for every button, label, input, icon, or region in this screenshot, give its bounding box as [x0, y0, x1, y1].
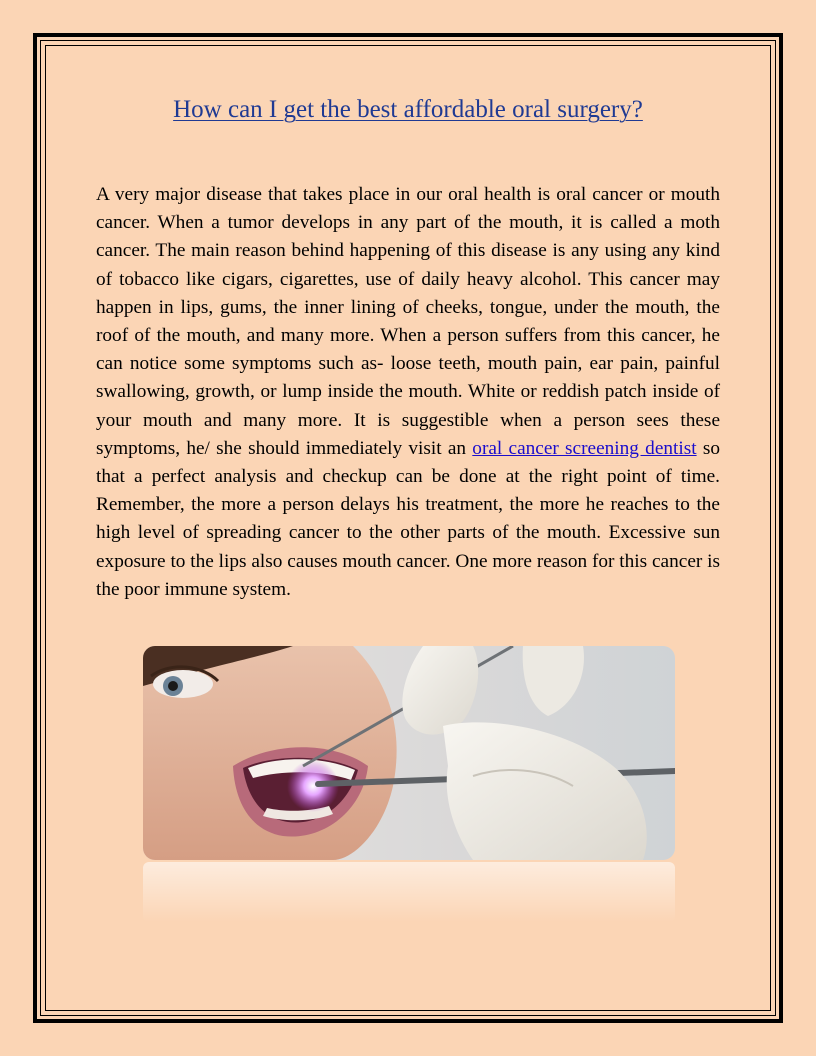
- paragraph-text-after-link: so that a perfect analysis and checkup can be done at the right point of time. Remember, the more a person delays his treatment, the more he reaches to the high level of spreading cancer to the other parts of the mouth. Excessive sun exposure to the lips also causes mouth cancer. One more reason for this cancer is the poor immune system.: [96, 437, 720, 600]
- oral-cancer-screening-link[interactable]: oral cancer screening dentist: [472, 437, 697, 459]
- photo-reflection: [143, 862, 675, 922]
- body-paragraph: [96, 181, 720, 604]
- document-title: How can I get the best affordable oral surgery?: [173, 96, 643, 123]
- dental-exam-photo: [143, 646, 675, 860]
- paragraph-text-before-link: A very major disease that takes place in our oral health is oral cancer or mouth cancer. When a tumor develops in any part of the mouth, it is called a moth cancer. The main reason behind happening of this disease is any using any kind of tobacco like cigars, cigarettes, use of daily heavy alcohol. This cancer may happen in lips, gums, the inner lining of cheeks, tongue, under the mouth, the roof of the mouth, and many more. When a person suffers from this cancer, he can notice some symptoms such as- loose teeth, mouth pain, ear pain, painful swallowing, growth, or lump inside the mouth. White or reddish patch inside of your mouth and many more. It is suggestible when a person sees these symptoms, he/ she should immediately visit an: [96, 184, 720, 459]
